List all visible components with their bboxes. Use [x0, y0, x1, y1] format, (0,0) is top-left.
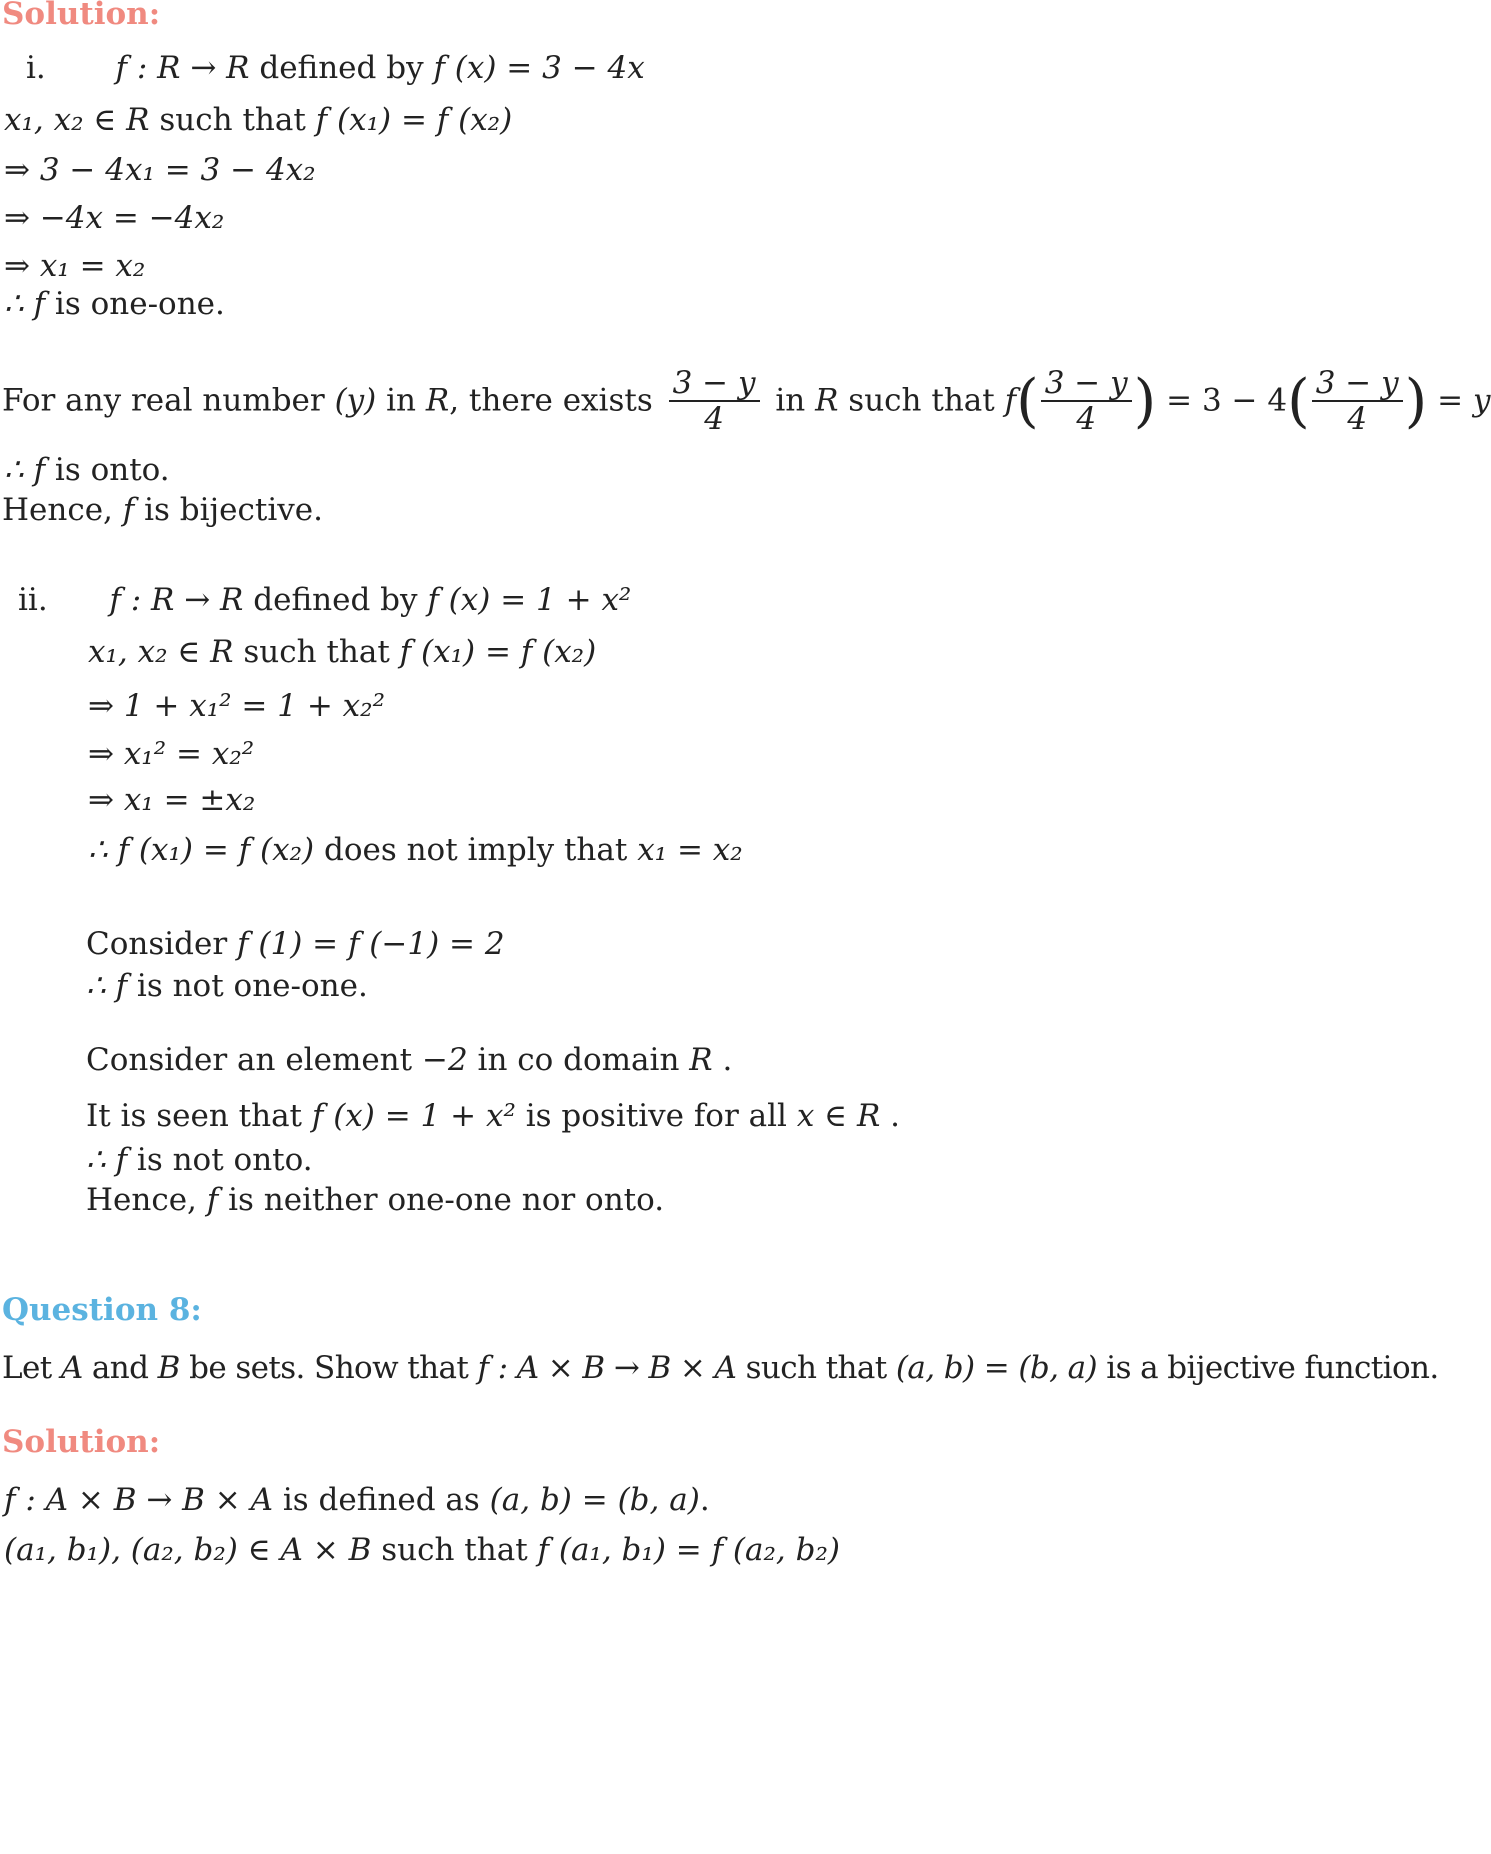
- part-ii-step-5-eq2: x₁ = x₂: [637, 832, 743, 868]
- q8-set-B: B: [157, 1350, 180, 1386]
- onto-text-e: such that: [838, 382, 1005, 419]
- part-i-def-eq: f (x) = 3 − 4x: [433, 50, 645, 86]
- consider-eq: f (1) = f (−1) = 2: [237, 926, 505, 962]
- fraction-arg-2-denominator: 4: [1347, 400, 1368, 437]
- fraction-arg-numerator: 3 − y: [1041, 366, 1132, 402]
- element-value: −2: [421, 1042, 468, 1078]
- part-i-step-1: [4, 100, 512, 140]
- part-i-step-2: ⇒ 3 − 4x₁ = 3 − 4x₂: [4, 152, 316, 188]
- part-ii-step-5-text: does not imply that: [314, 832, 638, 868]
- part-ii-def-eq: f (x) = 1 + x²: [427, 582, 632, 618]
- question-8-statement: [2, 1348, 1439, 1388]
- onto-f: f: [1004, 382, 1017, 419]
- part-ii-element: [86, 1040, 732, 1080]
- hence-text: Hence,: [2, 492, 123, 528]
- element-text-c: .: [712, 1042, 733, 1078]
- seen-text-d: .: [880, 1098, 901, 1134]
- bijective-text: is bijective.: [134, 492, 323, 528]
- q8-text-3: be sets. Show that: [179, 1350, 478, 1386]
- sol2-eq: (a, b) = (b, a): [489, 1482, 700, 1518]
- right-paren-2: ): [1404, 366, 1428, 435]
- left-paren: (: [1016, 366, 1039, 435]
- sol2-eq-2: f (a₁, b₁) = f (a₂, b₂): [537, 1532, 841, 1568]
- onto-text-b: in: [376, 382, 426, 419]
- not-one-one-text: is not one-one.: [127, 968, 368, 1004]
- onto-mid: = 3 − 4: [1156, 382, 1288, 419]
- not-onto-text: is not onto.: [127, 1142, 313, 1178]
- part-ii-consider: [86, 924, 505, 964]
- part-ii-step-1: [88, 632, 596, 672]
- fraction-denominator: 4: [704, 400, 724, 437]
- part-i-definition: [26, 48, 645, 88]
- part-ii-step-3: ⇒ x₁² = x₂²: [88, 736, 255, 772]
- neither-text: is neither one-one nor onto.: [218, 1182, 665, 1218]
- sol2-text: is defined as: [273, 1482, 490, 1518]
- part-ii-hence: [86, 1180, 664, 1220]
- sol2-function: f : A × B → B × A: [4, 1482, 274, 1518]
- left-paren-2: (: [1287, 366, 1310, 435]
- sol2-vars: (a₁, b₁), (a₂, b₂) ∈ A × B: [4, 1532, 372, 1568]
- part-i-one-one-conclusion: [4, 284, 225, 324]
- fraction-arg-denominator: 4: [1076, 400, 1097, 437]
- part-ii-function: f : R → R: [109, 582, 244, 618]
- part-ii-not-onto: [86, 1140, 313, 1180]
- fraction-numerator: 3 − y: [669, 366, 760, 402]
- solution-2-line-2: [4, 1530, 840, 1570]
- hence-text-2: Hence,: [86, 1182, 207, 1218]
- fraction-3-minus-y-over-4: [669, 366, 760, 436]
- seen-text-a: It is seen that: [86, 1098, 312, 1134]
- onto-text-a: For any real number: [2, 382, 335, 419]
- solution-2-line-1: [4, 1480, 710, 1520]
- part-ii-step-4: ⇒ x₁ = ±x₂: [88, 782, 256, 818]
- q8-set-A: A: [60, 1350, 83, 1386]
- part-i-step-1-text: such that: [149, 102, 316, 138]
- part-i-label: i.: [26, 50, 46, 86]
- part-i-step-1-eq: f (x₁) = f (x₂): [315, 102, 513, 138]
- question-8-heading: Question 8:: [2, 1292, 202, 1328]
- part-i-hence: [2, 490, 323, 530]
- q8-text-1: Let: [2, 1350, 61, 1386]
- onto-R2: R: [815, 382, 839, 419]
- part-i-onto-conclusion: [4, 450, 170, 490]
- part-i-step-3: ⇒ −4x = −4x₂: [4, 200, 225, 236]
- q8-text-4: such that: [736, 1350, 896, 1386]
- q8-text-2: and: [82, 1350, 158, 1386]
- onto-end: = y: [1427, 382, 1491, 419]
- seen-eq: f (x) = 1 + x²: [311, 1098, 516, 1134]
- seen-text-b: is positive for all: [515, 1098, 797, 1134]
- part-i-step-1-vars: x₁, x₂ ∈ R: [4, 102, 150, 138]
- solution-2-heading: Solution:: [2, 1424, 161, 1460]
- element-R: R: [689, 1042, 713, 1078]
- fraction-arg-2: [1312, 366, 1403, 436]
- onto-conclusion-text: is onto.: [45, 452, 170, 488]
- seen-domain: x ∈ R: [796, 1098, 881, 1134]
- part-ii-seen: [86, 1096, 900, 1136]
- hence-f-2: f: [206, 1182, 219, 1218]
- part-i-def-text: defined by: [249, 50, 434, 86]
- part-ii-step-5-eq: ∴ f (x₁) = f (x₂): [88, 832, 315, 868]
- fraction-arg: [1041, 366, 1132, 436]
- part-i-onto-argument: [2, 364, 1491, 436]
- part-ii-definition: [18, 580, 631, 620]
- part-ii-def-text: defined by: [243, 582, 428, 618]
- part-ii-step-1-vars: x₁, x₂ ∈ R: [88, 634, 234, 670]
- therefore-f-2: ∴ f: [86, 968, 128, 1004]
- fraction-arg-2-numerator: 3 − y: [1312, 366, 1403, 402]
- onto-y: (y): [334, 382, 377, 419]
- therefore-f-3: ∴ f: [86, 1142, 128, 1178]
- element-text-a: Consider an element: [86, 1042, 422, 1078]
- sol2-such-that: such that: [371, 1532, 538, 1568]
- part-ii-step-1-eq: f (x₁) = f (x₂): [399, 634, 597, 670]
- q8-function: f : A × B → B × A: [477, 1350, 737, 1386]
- therefore-f-onto: ∴ f: [4, 452, 46, 488]
- onto-R: R: [425, 382, 450, 419]
- onto-text-d: in: [765, 382, 816, 419]
- part-ii-step-1-text: such that: [233, 634, 400, 670]
- onto-text-c: , there exists: [449, 382, 663, 419]
- part-i-step-4: ⇒ x₁ = x₂: [4, 248, 146, 284]
- q8-text-5: is a bijective function.: [1097, 1350, 1439, 1386]
- part-ii-step-2: ⇒ 1 + x₁² = 1 + x₂²: [88, 688, 385, 724]
- element-text-b: in co domain: [467, 1042, 690, 1078]
- therefore-f: ∴ f: [4, 286, 46, 322]
- solution-heading: Solution:: [2, 0, 161, 32]
- part-i-function: f : R → R: [115, 50, 250, 86]
- hence-f: f: [122, 492, 135, 528]
- part-ii-step-5: [88, 830, 743, 870]
- q8-eq: (a, b) = (b, a): [895, 1350, 1098, 1386]
- part-ii-not-one-one: [86, 966, 368, 1006]
- one-one-text: is one-one.: [45, 286, 225, 322]
- part-ii-label: ii.: [18, 582, 48, 618]
- sol2-end: .: [699, 1482, 710, 1518]
- right-paren: ): [1133, 366, 1157, 435]
- consider-text: Consider: [86, 926, 238, 962]
